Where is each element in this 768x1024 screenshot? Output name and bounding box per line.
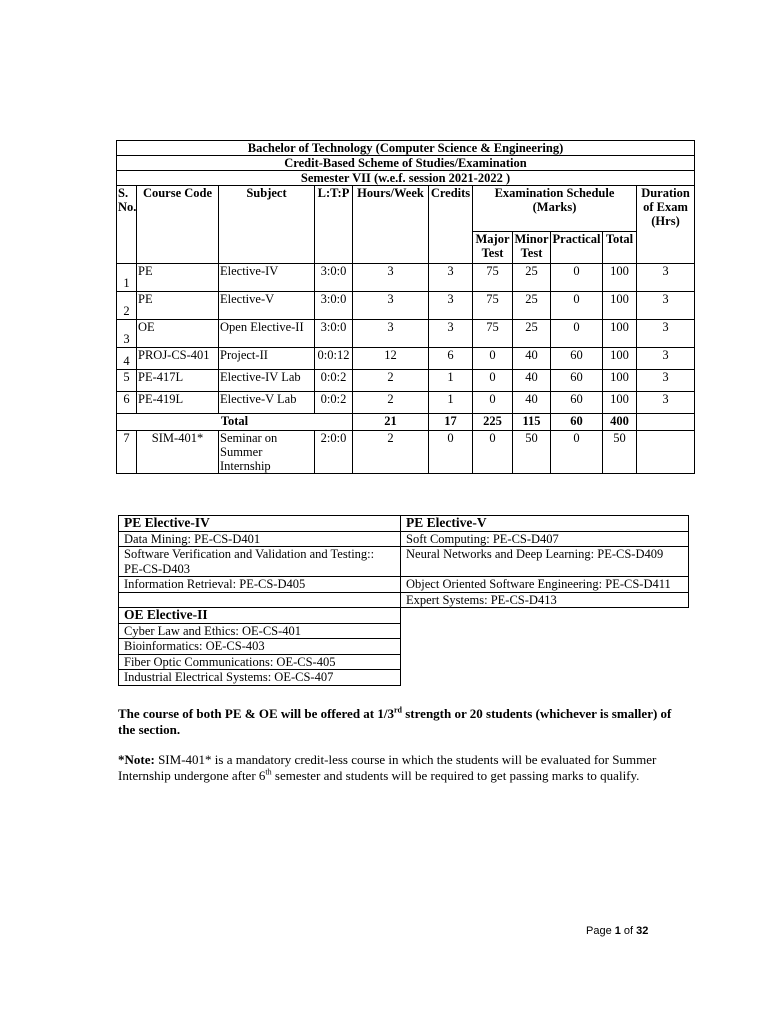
cell-total: 100 <box>603 348 637 370</box>
total-hours: 21 <box>353 414 429 431</box>
table-row <box>117 370 695 392</box>
cell-course-code: OE <box>137 320 219 348</box>
cell-major: 75 <box>473 264 513 292</box>
elective-item: Industrial Electrical Systems: OE-CS-407 <box>119 670 401 686</box>
table-row <box>117 320 695 348</box>
cell-hours: 3 <box>353 292 429 320</box>
cell-minor: 25 <box>513 320 551 348</box>
cell-minor: 40 <box>513 370 551 392</box>
note-label: *Note: <box>118 752 155 767</box>
cell-ltp: 0:0:12 <box>315 348 353 370</box>
table-row <box>117 264 695 292</box>
elective-empty-cell <box>119 592 401 608</box>
cell-ltp: 0:0:2 <box>315 370 353 392</box>
cell-credits: 6 <box>429 348 473 370</box>
cell-major: 0 <box>473 348 513 370</box>
cell-course-code: PE <box>137 292 219 320</box>
cell-sno: 1 <box>117 264 137 292</box>
pe-elective-v-title: PE Elective-V <box>401 516 689 532</box>
cell-credits: 1 <box>429 392 473 414</box>
cell-subject: Open Elective-II <box>219 320 315 348</box>
table-row <box>117 392 695 414</box>
col-credits: Credits <box>429 186 473 264</box>
col-major-test: Major Test <box>473 232 513 264</box>
col-hours-week: Hours/Week <box>353 186 429 264</box>
elective-item: Fiber Optic Communications: OE-CS-405 <box>119 654 401 670</box>
cell-sno: 3 <box>117 320 137 348</box>
col-exam-schedule: Examination Schedule (Marks) <box>473 186 637 232</box>
total-row <box>117 414 695 431</box>
cell-total: 100 <box>603 370 637 392</box>
cell-practical: 60 <box>551 392 603 414</box>
cell-duration: 3 <box>637 264 695 292</box>
cell-credits: 3 <box>429 320 473 348</box>
cell-major: 75 <box>473 320 513 348</box>
scheme-title: Credit-Based Scheme of Studies/Examination <box>117 156 695 171</box>
cell-sno: 7 <box>117 431 137 474</box>
elective-item: Cyber Law and Ethics: OE-CS-401 <box>119 623 401 639</box>
offer-note: The course of both PE & OE will be offered at 1/3rd strength or 20 students (whichever is smaller) of the section. <box>118 705 672 737</box>
cell-major: 0 <box>473 392 513 414</box>
scheme-table <box>116 140 695 474</box>
cell-course-code: PROJ-CS-401 <box>137 348 219 370</box>
cell-course-code: PE-419L <box>137 392 219 414</box>
cell-minor: 25 <box>513 292 551 320</box>
cell-credits: 3 <box>429 264 473 292</box>
cell-duration: 3 <box>637 348 695 370</box>
cell-duration: 3 <box>637 320 695 348</box>
elective-item: Neural Networks and Deep Learning: PE-CS-D409 <box>401 547 689 577</box>
cell-duration: 3 <box>637 292 695 320</box>
cell-minor: 50 <box>513 431 551 474</box>
cell-subject: Seminar on Summer Internship <box>219 431 315 474</box>
cell-ltp: 3:0:0 <box>315 292 353 320</box>
cell-subject: Elective-V <box>219 292 315 320</box>
cell-major: 0 <box>473 431 513 474</box>
pe-elective-iv-title: PE Elective-IV <box>119 516 401 532</box>
table-row <box>117 348 695 370</box>
col-minor-test: Minor Test <box>513 232 551 264</box>
cell-course-code: PE <box>137 264 219 292</box>
cell-minor: 40 <box>513 392 551 414</box>
cell-practical: 60 <box>551 348 603 370</box>
elective-item: Soft Computing: PE-CS-D407 <box>401 531 689 547</box>
cell-practical: 0 <box>551 292 603 320</box>
cell-practical: 60 <box>551 370 603 392</box>
cell-sno: 5 <box>117 370 137 392</box>
cell-credits: 3 <box>429 292 473 320</box>
table-row <box>117 292 695 320</box>
cell-course-code: PE-417L <box>137 370 219 392</box>
cell-subject: Elective-V Lab <box>219 392 315 414</box>
cell-subject: Project-II <box>219 348 315 370</box>
cell-total: 100 <box>603 264 637 292</box>
elective-table <box>118 515 689 686</box>
cell-ltp: 3:0:0 <box>315 320 353 348</box>
elective-item: Data Mining: PE-CS-D401 <box>119 531 401 547</box>
col-ltp: L:T:P <box>315 186 353 264</box>
col-duration: Duration of Exam (Hrs) <box>637 186 695 264</box>
total-label: Total <box>117 414 353 431</box>
col-subject: Subject <box>219 186 315 264</box>
col-sno: S. No. <box>117 186 137 264</box>
cell-credits: 1 <box>429 370 473 392</box>
cell-practical: 0 <box>551 431 603 474</box>
cell-practical: 0 <box>551 264 603 292</box>
program-title: Bachelor of Technology (Computer Science & Engineering) <box>117 141 695 156</box>
cell-ltp: 2:0:0 <box>315 431 353 474</box>
cell-total: 100 <box>603 392 637 414</box>
cell-minor: 25 <box>513 264 551 292</box>
cell-duration <box>637 431 695 474</box>
cell-subject: Elective-IV <box>219 264 315 292</box>
cell-sno: 4 <box>117 348 137 370</box>
cell-sno: 6 <box>117 392 137 414</box>
semester-title: Semester VII (w.e.f. session 2021-2022 ) <box>117 171 695 186</box>
elective-item: Bioinformatics: OE-CS-403 <box>119 639 401 655</box>
elective-item: Information Retrieval: PE-CS-D405 <box>119 577 401 593</box>
cell-hours: 12 <box>353 348 429 370</box>
elective-item: Object Oriented Software Engineering: PE-CS-D411 <box>401 577 689 593</box>
cell-duration: 3 <box>637 392 695 414</box>
total-total: 400 <box>603 414 637 431</box>
oe-elective-ii-title: OE Elective-II <box>119 608 401 624</box>
cell-hours: 2 <box>353 392 429 414</box>
cell-major: 0 <box>473 370 513 392</box>
cell-total: 50 <box>603 431 637 474</box>
col-total: Total <box>603 232 637 264</box>
total-minor: 115 <box>513 414 551 431</box>
col-practical: Practical <box>551 232 603 264</box>
cell-duration: 3 <box>637 370 695 392</box>
cell-practical: 0 <box>551 320 603 348</box>
sim-note: *Note: SIM-401* is a mandatory credit-less course in which the students will be evaluated for Summer Internship undergone after 6th semester and students will be required to get passing marks to qualify. <box>118 752 657 783</box>
elective-item: Expert Systems: PE-CS-D413 <box>401 592 689 608</box>
total-credits: 17 <box>429 414 473 431</box>
col-course-code: Course Code <box>137 186 219 264</box>
elective-item: Software Verification and Validation and Testing:: PE-CS-D403 <box>119 547 401 577</box>
cell-ltp: 3:0:0 <box>315 264 353 292</box>
cell-hours: 3 <box>353 320 429 348</box>
cell-hours: 2 <box>353 431 429 474</box>
cell-ltp: 0:0:2 <box>315 392 353 414</box>
cell-minor: 40 <box>513 348 551 370</box>
total-practical: 60 <box>551 414 603 431</box>
total-duration <box>637 414 695 431</box>
cell-hours: 2 <box>353 370 429 392</box>
cell-sno: 2 <box>117 292 137 320</box>
cell-hours: 3 <box>353 264 429 292</box>
cell-credits: 0 <box>429 431 473 474</box>
page-number: Page 1 of 32 <box>586 925 649 937</box>
cell-total: 100 <box>603 292 637 320</box>
table-row <box>117 431 695 474</box>
total-major: 225 <box>473 414 513 431</box>
cell-major: 75 <box>473 292 513 320</box>
cell-course-code: SIM-401* <box>137 431 219 474</box>
cell-subject: Elective-IV Lab <box>219 370 315 392</box>
cell-total: 100 <box>603 320 637 348</box>
